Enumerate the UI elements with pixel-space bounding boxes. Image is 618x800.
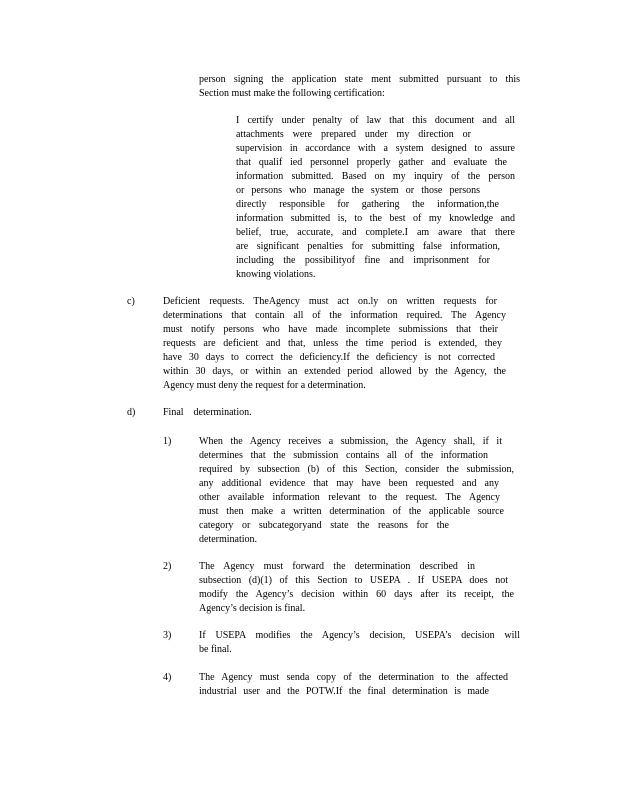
text-line: including the possibilityof fine and imprisonment for	[236, 255, 490, 266]
text-line: category or subcategoryand state the reasons for the	[199, 520, 449, 531]
text-line: belief, true, accurate, and complete.I am aware that there	[236, 227, 515, 238]
text-line: attachments were prepared under my direction or	[236, 129, 471, 140]
section-d-label: d)	[127, 407, 136, 418]
text-line: must notify persons who have made incomplete submissions that their	[163, 324, 498, 335]
text-line: any additional evidence that may have been requested and any	[199, 478, 499, 489]
text-line: have 30 days to correct the deficiency.If the deficiency is not corrected	[163, 352, 495, 363]
text-line: Deficient requests. TheAgency must act on.ly on written requests for	[163, 296, 497, 307]
section-d-title: Final determination.	[163, 407, 252, 418]
text-line: requests are deficient and that, unless the time period is extended, they	[163, 338, 502, 349]
text-line: determination.	[199, 534, 258, 545]
section-c-paragraph	[163, 295, 506, 393]
certification-statement	[236, 114, 515, 282]
text-line: industrial user and the POTW.If the final determination is made	[199, 686, 489, 697]
section-c-label: c)	[127, 296, 135, 307]
text-line: information submitted is, to the best of my knowledge and	[236, 213, 515, 224]
text-line: Agency’s decision is final.	[199, 603, 306, 614]
text-line: or persons who manage the system or those persons	[236, 185, 480, 196]
text-line: knowing violations.	[236, 269, 316, 280]
text-line: required by subsection (b) of this Section, consider the submission,	[199, 464, 514, 475]
text-line: are significant penalties for submitting false information,	[236, 241, 500, 252]
text-line: person signing the application state ment submitted pursuant to this	[199, 74, 520, 85]
text-line: must then make a written determination of the applicable source	[199, 506, 504, 517]
text-line: subsection (d)(1) of this Section to USEPA . If USEPA does not	[199, 575, 508, 586]
text-line: other available information relevant to the request. The Agency	[199, 492, 500, 503]
text-line: that qualif ied personnel properly gather and evaluate the	[236, 157, 507, 168]
item-2-paragraph	[199, 560, 514, 616]
item-2-label: 2)	[163, 561, 172, 572]
text-line: I certify under penalty of law that this document and all	[236, 115, 515, 126]
text-line: within 30 days, or within an extended period allowed by the Agency, the	[163, 366, 506, 377]
item-3-paragraph	[199, 629, 520, 657]
text-line: determinations that contain all of the information required. The Agency	[163, 310, 506, 321]
item-1-label: 1)	[163, 436, 172, 447]
text-line: Section must make the following certification:	[199, 88, 385, 99]
item-4-paragraph	[199, 671, 509, 699]
item-4-label: 4)	[163, 672, 172, 683]
text-line: When the Agency receives a submission, the Agency shall, if it	[199, 436, 502, 447]
item-3-label: 3)	[163, 630, 172, 641]
text-line: modify the Agency’s decision within 60 days after its receipt, the	[199, 589, 514, 600]
text-line: Agency must deny the request for a determination.	[163, 380, 366, 391]
text-line: The Agency must forward the determination described in	[199, 561, 475, 572]
text-line: The Agency must senda copy of the determination to the affected	[199, 672, 508, 683]
text-line: determines that the submission contains all of the information	[199, 450, 488, 461]
item-1-paragraph	[199, 435, 514, 547]
text-line: be final.	[199, 644, 232, 655]
text-line: directly responsible for gathering the information,the	[236, 199, 499, 210]
text-line: supervision in accordance with a system designed to assure	[236, 143, 515, 154]
text-line: If USEPA modifies the Agency’s decision, USEPA’s decision will	[199, 630, 520, 641]
text-line: information submitted. Based on my inquiry of the person	[236, 171, 515, 182]
intro-paragraph	[199, 73, 520, 101]
